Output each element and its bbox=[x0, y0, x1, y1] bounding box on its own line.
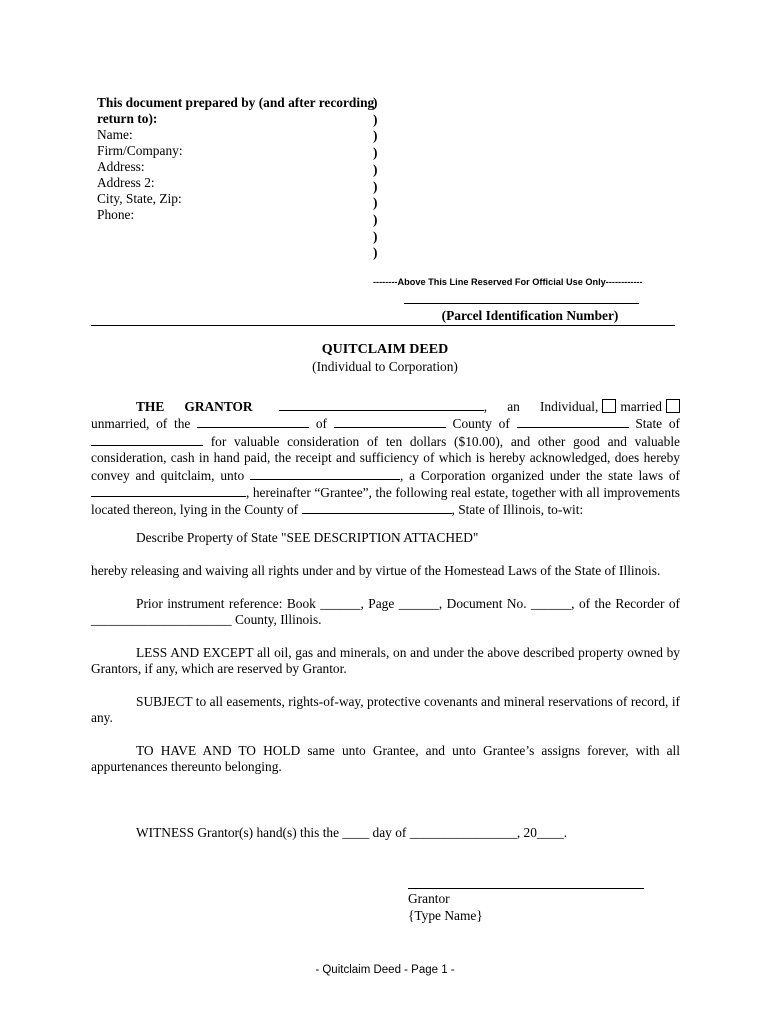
county-of-text: County of bbox=[452, 416, 510, 432]
grantee-blank[interactable] bbox=[250, 467, 400, 480]
prior-instrument-line1: Prior instrument reference: Book ______, Page ______, Document No. ______, of the Recorder of bbox=[136, 596, 680, 611]
unmarried-text: unmarried, of the bbox=[91, 416, 191, 432]
signature-block bbox=[408, 890, 483, 924]
signature-name: {Type Name} bbox=[408, 908, 483, 923]
prior-instrument-paragraph bbox=[91, 596, 680, 629]
field-address: Address: bbox=[97, 159, 145, 174]
grantee-text: , hereinafter “Grantee”, the following real estate, together with all improvements located thereon, lying in the County of bbox=[91, 485, 680, 518]
signature-line[interactable] bbox=[408, 888, 644, 889]
state-of-text: State of bbox=[635, 416, 681, 432]
paren-column: ) ) ) ) ) ) ) ) ) ) bbox=[373, 95, 378, 261]
document-title: QUITCLAIM DEED bbox=[321, 342, 449, 357]
married-label: married bbox=[620, 399, 662, 414]
to-have-paragraph: TO HAVE AND TO HOLD same unto Grantee, and unto Grantee’s assigns forever, with all appurtenances thereunto belonging. bbox=[91, 743, 680, 775]
prepared-by-line2: return to): bbox=[97, 111, 158, 126]
consideration-text: for valuable consideration of ten dollars ($10.00), and other good and valuable consideration, cash in hand paid, the receipt and sufficiency of which is hereby acknowledged, does hereby convey and quitclaim, unto bbox=[91, 433, 680, 483]
parcel-label: (Parcel Identification Number) bbox=[441, 308, 619, 323]
grantor-name-blank[interactable] bbox=[279, 398, 484, 411]
document-subtitle: (Individual to Corporation) bbox=[312, 359, 458, 374]
field-address2: Address 2: bbox=[97, 175, 155, 190]
witness-line: WITNESS Grantor(s) hand(s) this the ____ day of ________________, 20____. bbox=[136, 825, 568, 840]
prepared-by-line1: This document prepared by (and after recording bbox=[97, 95, 375, 110]
state-county-blank[interactable] bbox=[517, 415, 629, 428]
state-blank[interactable] bbox=[91, 433, 203, 446]
city-blank[interactable] bbox=[197, 415, 309, 428]
of-text: of bbox=[315, 416, 328, 432]
field-city-state-zip: City, State, Zip: bbox=[97, 191, 182, 206]
field-name: Name: bbox=[97, 127, 133, 142]
laws-state-blank[interactable] bbox=[91, 484, 246, 497]
to-wit-text: , State of Illinois, to-wit: bbox=[451, 502, 584, 518]
individual-text: , an Individual, bbox=[483, 399, 599, 414]
field-phone: Phone: bbox=[97, 207, 135, 222]
grantor-label: THE GRANTOR bbox=[136, 399, 253, 414]
parcel-number-line bbox=[404, 303, 639, 304]
signature-role: Grantor bbox=[408, 891, 450, 906]
page-footer: - Quitclaim Deed - Page 1 - bbox=[315, 964, 455, 976]
parcel-row bbox=[91, 308, 675, 326]
prior-instrument-line2: _____________________ County, Illinois. bbox=[91, 612, 322, 628]
county-blank[interactable] bbox=[334, 415, 446, 428]
less-except-paragraph: LESS AND EXCEPT all oil, gas and minerals, on and under the above described property owned by Grantors, if any, which are reserved by Grantor. bbox=[91, 645, 680, 677]
grantor-paragraph bbox=[91, 398, 680, 519]
describe-property: Describe Property of State "SEE DESCRIPTION ATTACHED" bbox=[136, 530, 479, 545]
preparer-block bbox=[97, 95, 374, 223]
field-firm: Firm/Company: bbox=[97, 143, 183, 158]
homestead-paragraph: hereby releasing and waiving all rights under and by virtue of the Homestead Laws of the State of Illinois. bbox=[91, 563, 661, 578]
corporation-text: , a Corporation organized under the state laws of bbox=[399, 467, 680, 483]
official-use-line: --------Above This Line Reserved For Official Use Only------------ bbox=[373, 277, 643, 287]
unmarried-checkbox[interactable] bbox=[666, 399, 680, 413]
property-county-blank[interactable] bbox=[302, 501, 452, 514]
married-checkbox[interactable] bbox=[602, 399, 616, 413]
subject-paragraph: SUBJECT to all easements, rights-of-way, protective covenants and mineral reservations of record, if any. bbox=[91, 694, 680, 726]
